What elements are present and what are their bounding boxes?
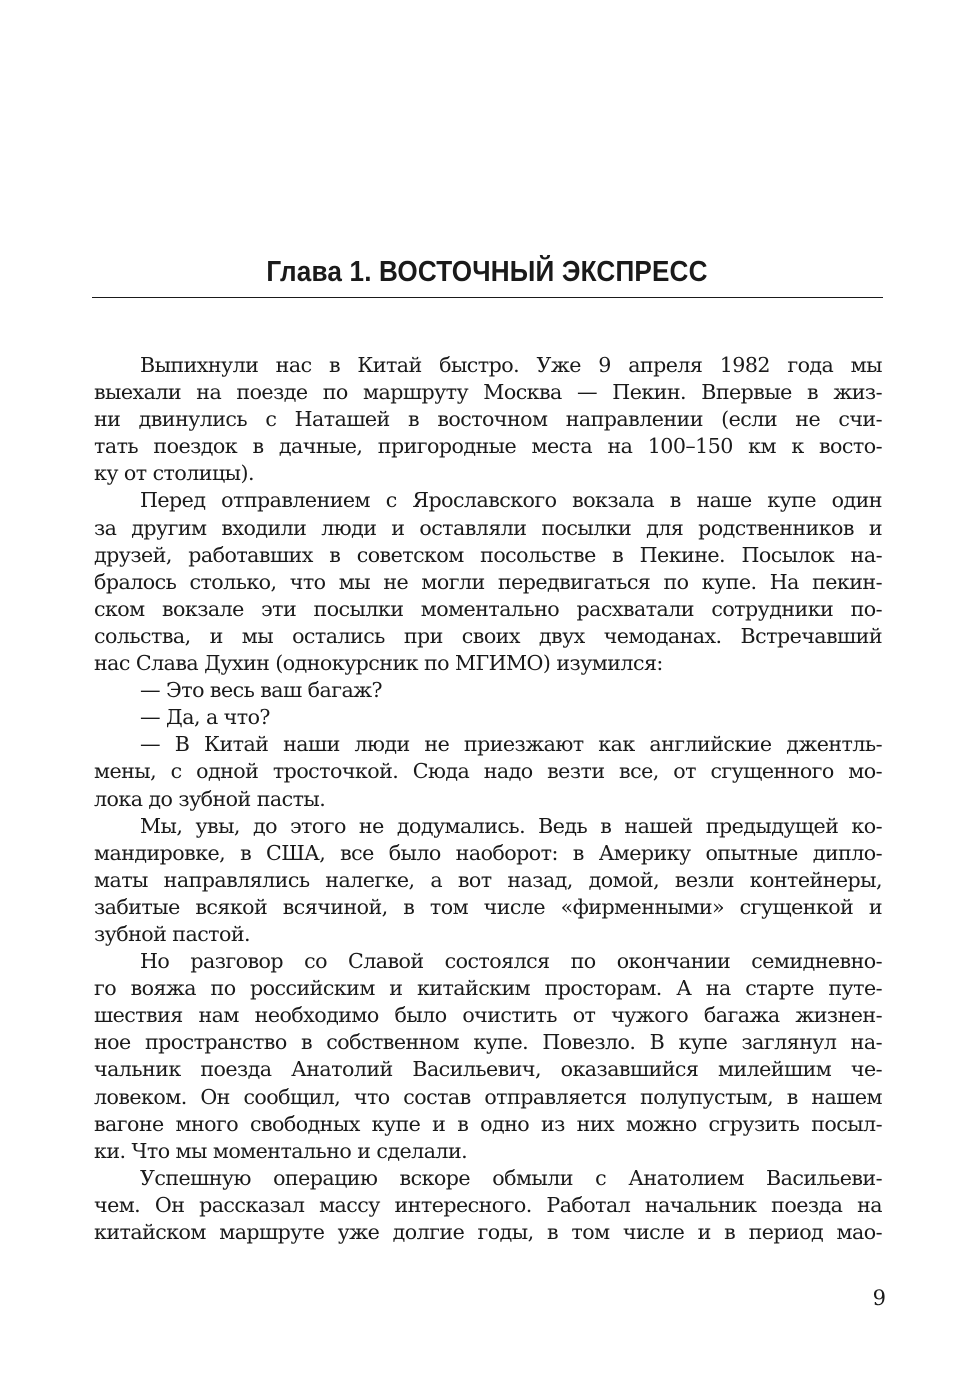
title-rule <box>92 297 883 298</box>
text-line: го вояжа по российским и китайским просторам. А на старте путе- <box>94 976 882 1001</box>
text-line: выехали на поезде по маршруту Москва — Пекин. Впервые в жиз- <box>94 380 882 405</box>
text-line: тать поездок в дачные, пригородные места на 100–150 км к восто- <box>94 434 882 459</box>
text-line: Мы, увы, до этого не додумались. Ведь в нашей предыдущей ко- <box>140 813 882 838</box>
text-line: — Это весь ваш багаж? <box>140 678 383 703</box>
text-line: ском вокзале эти посылки моментально расхватали сотрудники по- <box>94 596 882 621</box>
text-line: ки. Что мы моментально и сделали. <box>94 1138 468 1163</box>
text-line: — В Китай наши люди не приезжают как английские джентль- <box>140 732 882 757</box>
text-line: забитые всякой всячиной, в том числе «фирменными» сгущенкой и <box>94 894 882 919</box>
text-line: шествия нам необходимо было очистить от чужого багажа жизнен- <box>94 1003 882 1028</box>
text-line: маты направлялись налегке, а вот назад, домой, везли контейнеры, <box>94 867 882 892</box>
text-line: ловеком. Он сообщил, что состав отправляется полупустым, в нашем <box>94 1084 882 1109</box>
text-line: друзей, работавших в советском посольстве в Пекине. Посылок на- <box>94 542 882 567</box>
text-line: — Да, а что? <box>140 705 270 730</box>
text-line: мены, с одной тросточкой. Сюда надо везти все, от сгущенного мо- <box>94 759 882 784</box>
text-line: китайском маршруте уже долгие годы, в том числе и в период мао- <box>94 1220 882 1244</box>
text-line: вагоне много свободных купе и в одно из них можно сгрузить посыл- <box>94 1111 882 1136</box>
text-line: лока до зубной пасты. <box>94 786 326 811</box>
text-line: зубной пастой. <box>94 921 251 946</box>
text-line: за другим входили люди и оставляли посылки для родственников и <box>94 515 882 540</box>
text-line: нас Слава Духин (однокурсник по МГИМО) изумился: <box>94 651 663 676</box>
text-line: Но разговор со Славой состоялся по окончании семидневно- <box>140 949 882 974</box>
text-line: ни двинулись с Наташей в восточном направлении (если не счи- <box>94 407 882 432</box>
text-line: Перед отправлением с Ярославского вокзала в наше купе один <box>140 488 882 513</box>
chapter-title: Глава 1. ВОСТОЧНЫЙ ЭКСПРЕСС <box>266 256 708 288</box>
text-line: чем. Он рассказал массу интересного. Работал начальник поезда на <box>94 1192 882 1217</box>
text-line: сольства, и мы остались при своих двух чемоданах. Встречавший <box>94 623 882 648</box>
page-number: 9 <box>872 1286 886 1310</box>
text-line: чальник поезда Анатолий Васильевич, оказавшийся милейшим че- <box>94 1057 882 1082</box>
text-line: ное пространство в собственном купе. Повезло. В купе заглянул на- <box>94 1030 882 1055</box>
text-line: мандировке, в США, все было наоборот: в Америку опытные дипло- <box>94 840 882 865</box>
body-text <box>94 352 882 1246</box>
text-line: Выпихнули нас в Китай быстро. Уже 9 апреля 1982 года мы <box>140 353 882 377</box>
text-line: Успешную операцию вскоре обмыли с Анатолием Васильеви- <box>140 1165 882 1190</box>
text-line: ку от столицы). <box>94 461 254 486</box>
text-line: бралось столько, что мы не могли передвигаться по купе. На пекин- <box>94 569 882 594</box>
